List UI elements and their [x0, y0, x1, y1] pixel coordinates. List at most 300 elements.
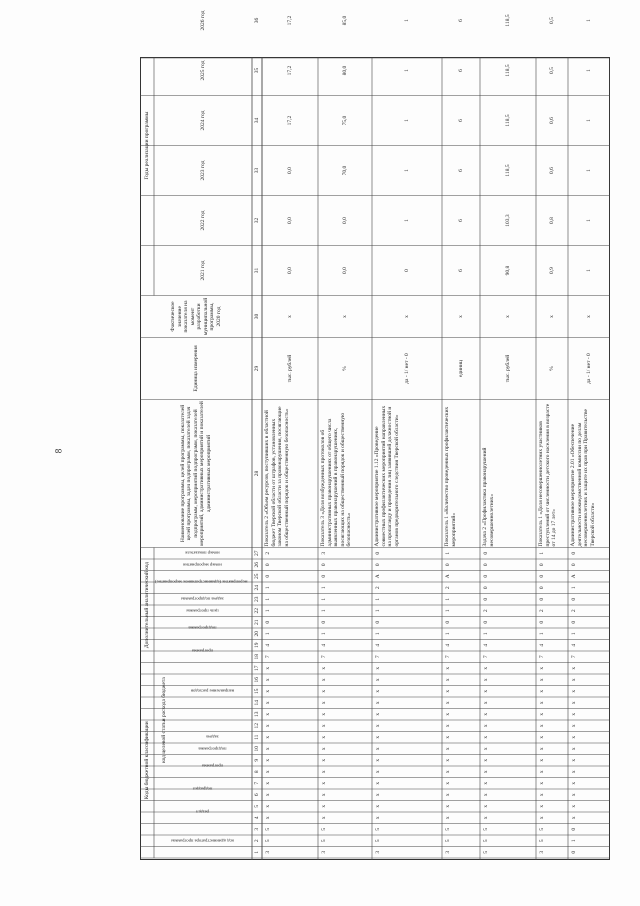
column-number: 33 — [253, 167, 260, 174]
code-cell: 5 — [538, 827, 545, 831]
code-cell: x — [538, 666, 545, 670]
header-event-no: номер мероприятия — [183, 562, 222, 568]
code-cell: x — [264, 735, 271, 739]
row-unit: % — [548, 366, 555, 371]
code-cell: 5 — [482, 839, 489, 843]
code-cell: x — [264, 747, 271, 751]
code-cell: x — [320, 816, 327, 820]
column-number: 26 — [253, 562, 260, 568]
header-year-2025: 2025 год — [199, 60, 206, 81]
code-cell: x — [264, 678, 271, 682]
code-cell: x — [570, 666, 577, 670]
column-number: 11 — [253, 734, 260, 740]
row-year-value: 0,0 — [286, 167, 293, 174]
code-cell: x — [444, 770, 451, 774]
code-cell: 1 — [264, 586, 271, 590]
code-cell: x — [320, 735, 327, 739]
row-name: Показатель 1 «Доля несовершеннолетних участников преступлений от численности детского населения в возрасте от 14 до 17 лет» — [538, 403, 557, 547]
code-cell: x — [570, 735, 577, 739]
row-year-value: 0,6 — [548, 167, 555, 174]
code-cell: x — [482, 816, 489, 820]
code-cell: x — [538, 712, 545, 716]
row-year-value: 0,8 — [548, 217, 555, 224]
code-cell: 3 — [320, 850, 327, 854]
code-cell: x — [444, 747, 451, 751]
row-fact-2020: x — [548, 315, 555, 318]
code-cell: 0 — [570, 551, 577, 555]
row-year-value: 1 — [403, 119, 410, 122]
code-cell: 4 — [538, 643, 545, 647]
code-cell: 1 — [570, 839, 577, 843]
code-cell: 5 — [374, 827, 381, 831]
header-task: задача — [206, 734, 219, 740]
row-year-value: 1 — [585, 19, 592, 22]
code-cell: x — [264, 724, 271, 728]
code-cell: 0 — [374, 620, 381, 624]
header-subprogram-task: задача подпрограммы — [181, 596, 224, 602]
row-name: Показатель 1 «Количество проведенных профилактических мероприятий» — [444, 406, 457, 547]
row-unit: да - 1/ нет - 0 — [403, 353, 410, 384]
code-cell: x — [482, 724, 489, 728]
code-cell: x — [538, 735, 545, 739]
row-year-value: 6 — [457, 269, 464, 272]
row-year-value: 118,5 — [504, 14, 511, 27]
header-direction: направление расходов — [190, 688, 235, 694]
column-number: 36 — [253, 17, 260, 24]
code-cell: 7 — [444, 655, 451, 659]
code-cell: 4 — [482, 643, 489, 647]
code-cell: x — [538, 758, 545, 762]
code-cell: 1 — [482, 632, 489, 636]
code-cell: 5 — [320, 839, 327, 843]
column-number: 23 — [253, 596, 260, 602]
code-cell: 0 — [374, 563, 381, 567]
code-cell: x — [264, 712, 271, 716]
code-cell: x — [444, 793, 451, 797]
code-cell: x — [444, 724, 451, 728]
code-cell: x — [374, 758, 381, 762]
code-cell: 7 — [482, 655, 489, 659]
code-cell: 0 — [570, 827, 577, 831]
code-cell: x — [570, 724, 577, 728]
code-cell: x — [264, 816, 271, 820]
column-number: 35 — [253, 67, 260, 74]
code-cell: 0 — [538, 586, 545, 590]
header-indicator-no: номер показателя — [185, 550, 220, 556]
code-cell: x — [482, 781, 489, 785]
code-cell: x — [374, 816, 381, 820]
code-cell: 7 — [320, 655, 327, 659]
code-cell: 7 — [374, 655, 381, 659]
column-number: 20 — [253, 631, 260, 637]
code-cell: 3 — [444, 850, 451, 854]
code-cell: 1 — [374, 632, 381, 636]
code-cell: x — [538, 689, 545, 693]
code-cell: x — [444, 678, 451, 682]
row-year-value: 90,8 — [504, 265, 511, 276]
row-year-value: 0 — [403, 269, 410, 272]
code-cell: x — [374, 712, 381, 716]
row-name: Административное мероприятие 2.01 «Обеспечение деятельности межведомственной комиссии по делам несовершеннолетних и защите их прав при Правительстве Тверской области» — [570, 409, 596, 547]
header-year-2023: 2023 год — [199, 160, 206, 181]
code-cell: 5 — [482, 827, 489, 831]
column-number: 15 — [253, 688, 260, 694]
code-cell: x — [444, 781, 451, 785]
code-cell: x — [264, 666, 271, 670]
code-cell: 1 — [320, 632, 327, 636]
header-year-2021: 2021 год — [199, 260, 206, 281]
code-cell: А — [374, 574, 381, 579]
code-cell: 0 — [264, 563, 271, 567]
code-cell: x — [570, 712, 577, 716]
row-year-value: 0,5 — [548, 67, 555, 74]
header-name-column: Наименование программы, целей программы, показателей целей программы, задач подпрограмм, показателей задач подпрограмм, мероприятий подпрограмм, показателей мероприятий, административных мероприятий и показателей административных мероприятий — [179, 401, 212, 546]
code-cell: 2 — [444, 586, 451, 590]
header-event-admin: мероприятие (административное мероприятие) — [154, 579, 248, 585]
code-cell: x — [374, 678, 381, 682]
header-fact-2020: Фактическое значение показателя на момент разработки муниципальной программы, 2020 год — [170, 297, 222, 336]
code-cell: 5 — [320, 827, 327, 831]
column-number: 24 — [253, 585, 260, 591]
code-cell: 1 — [570, 586, 577, 590]
column-number: 25 — [253, 573, 260, 579]
code-cell: x — [374, 781, 381, 785]
row-year-value: 0,5 — [548, 17, 555, 24]
code-cell: 7 — [570, 655, 577, 659]
row-name: Задача 2 «Профилактика правонарушений несовершеннолетних» — [482, 447, 495, 547]
code-cell: 0 — [374, 551, 381, 555]
code-cell: x — [374, 666, 381, 670]
column-number: 31 — [253, 267, 260, 274]
header-program-goal: цель программы — [186, 608, 219, 614]
row-year-value: 6 — [457, 169, 464, 172]
row-name: Административное мероприятие 1.12 «Проведение совместных профилактических мероприятий направленных на пропаганду и проведения лиц заявившей должностной и органов предварительного следствия Тверской области» — [374, 405, 400, 547]
code-cell: 0 — [482, 551, 489, 555]
code-cell: 0 — [482, 586, 489, 590]
header-program: программа — [201, 763, 224, 769]
code-cell: x — [264, 804, 271, 808]
column-number: 30 — [253, 313, 260, 320]
header-admin-code: код администратора программы — [171, 838, 234, 844]
column-number: 7 — [253, 781, 260, 785]
row-year-value: 1 — [585, 119, 592, 122]
row-year-value: 85,0 — [341, 15, 348, 26]
column-number: 27 — [253, 550, 260, 556]
code-cell: А — [570, 574, 577, 579]
code-cell: x — [570, 758, 577, 762]
row-year-value: 0,6 — [548, 117, 555, 124]
code-cell: x — [374, 804, 381, 808]
code-cell: 0 — [570, 850, 577, 854]
column-number: 16 — [253, 677, 260, 683]
code-cell: 3 — [538, 850, 545, 854]
code-cell: x — [374, 793, 381, 797]
code-cell: x — [482, 793, 489, 797]
row-year-value: 1 — [403, 19, 410, 22]
header-year-2026: 2026 год — [199, 10, 206, 31]
row-fact-2020: x — [341, 315, 348, 318]
row-year-value: 118,5 — [504, 114, 511, 127]
column-number: 17 — [253, 665, 260, 671]
column-number: 9 — [253, 758, 260, 762]
code-cell: x — [320, 724, 327, 728]
code-cell: 5 — [264, 839, 271, 843]
code-cell: x — [570, 747, 577, 751]
code-cell: 1 — [444, 551, 451, 555]
code-cell: x — [444, 712, 451, 716]
code-cell: 5 — [264, 827, 271, 831]
code-cell: 0 — [482, 597, 489, 601]
code-cell: 5 — [374, 839, 381, 843]
column-number: 10 — [253, 746, 260, 752]
code-cell: x — [320, 666, 327, 670]
code-cell: x — [570, 781, 577, 785]
code-cell: 1 — [444, 597, 451, 601]
column-number: 4 — [253, 816, 260, 820]
row-fact-2020: x — [286, 315, 293, 318]
header-years-group: Годы реализации программы — [143, 111, 150, 180]
column-number: 28 — [253, 470, 260, 477]
code-cell: x — [538, 804, 545, 808]
code-cell: x — [570, 770, 577, 774]
code-cell: x — [374, 735, 381, 739]
code-cell: 3 — [320, 551, 327, 555]
code-cell: 1 — [374, 609, 381, 613]
column-number: 18 — [253, 654, 260, 660]
row-year-value: 0,0 — [341, 267, 348, 274]
code-cell: x — [482, 747, 489, 751]
row-year-value: 1 — [585, 269, 592, 272]
row-year-value: 1 — [585, 169, 592, 172]
code-cell: x — [444, 816, 451, 820]
code-cell: x — [570, 701, 577, 705]
header-section: раздел — [196, 809, 209, 815]
code-cell: x — [374, 770, 381, 774]
code-cell: 0 — [320, 574, 327, 578]
code-cell: 7 — [538, 655, 545, 659]
code-cell: x — [444, 666, 451, 670]
row-year-value: 118,5 — [504, 164, 511, 177]
code-cell: x — [482, 804, 489, 808]
code-cell: x — [538, 678, 545, 682]
row-year-value: 6 — [457, 69, 464, 72]
code-cell: x — [320, 758, 327, 762]
code-cell: x — [538, 770, 545, 774]
row-year-value: 0,0 — [286, 267, 293, 274]
header-subprogram-code: подпрограмма — [188, 625, 217, 631]
code-cell: x — [264, 781, 271, 785]
code-cell: x — [444, 701, 451, 705]
code-cell: x — [482, 666, 489, 670]
row-year-value: 17,2 — [286, 65, 293, 76]
rotated-table — [140, 10, 610, 860]
code-cell: 5 — [482, 850, 489, 854]
code-cell: x — [538, 781, 545, 785]
column-number: 6 — [253, 793, 260, 797]
code-cell: x — [320, 678, 327, 682]
code-cell: x — [482, 735, 489, 739]
code-cell: x — [264, 701, 271, 705]
code-cell: 0 — [264, 620, 271, 624]
page-number: 8 — [53, 448, 64, 454]
code-cell: x — [538, 724, 545, 728]
code-cell: x — [444, 689, 451, 693]
code-cell: 2 — [482, 609, 489, 613]
code-cell: 5 — [538, 839, 545, 843]
code-cell: x — [264, 758, 271, 762]
code-cell: 0 — [570, 597, 577, 601]
code-cell: x — [444, 804, 451, 808]
row-year-value: 75,0 — [341, 115, 348, 126]
code-cell: x — [538, 747, 545, 751]
row-fact-2020: x — [403, 315, 410, 318]
code-cell: x — [482, 701, 489, 705]
code-cell: 2 — [374, 586, 381, 590]
code-cell: x — [264, 689, 271, 693]
code-cell: 0 — [444, 620, 451, 624]
header-unit-column: Единица измерения — [192, 345, 199, 392]
column-number: 12 — [253, 723, 260, 729]
code-cell: 0 — [538, 597, 545, 601]
code-cell: 0 — [538, 574, 545, 578]
code-cell: x — [444, 758, 451, 762]
column-number: 8 — [253, 770, 260, 774]
code-cell: x — [374, 747, 381, 751]
code-cell: x — [374, 724, 381, 728]
code-cell: 1 — [320, 597, 327, 601]
row-year-value: 0,0 — [286, 217, 293, 224]
column-number: 5 — [253, 804, 260, 808]
header-target-article: код целевой статьи расхода бюджета — [160, 677, 167, 763]
code-cell: x — [482, 678, 489, 682]
code-cell: 0 — [264, 574, 271, 578]
row-year-value: 1 — [585, 219, 592, 222]
code-cell: 1 — [264, 597, 271, 601]
row-year-value: 0,0 — [341, 217, 348, 224]
row-year-value: 70,0 — [341, 165, 348, 176]
code-cell: x — [320, 712, 327, 716]
code-cell: x — [538, 701, 545, 705]
code-cell: 0 — [482, 563, 489, 567]
column-number: 22 — [253, 608, 260, 614]
row-unit: единиц — [457, 360, 464, 377]
column-number: 14 — [253, 700, 260, 706]
row-year-value: 1 — [585, 69, 592, 72]
row-unit: тыс. рублей — [504, 354, 511, 383]
code-cell: x — [374, 701, 381, 705]
code-cell: 0 — [538, 620, 545, 624]
code-cell: 2 — [264, 551, 271, 555]
code-cell: 3 — [264, 850, 271, 854]
column-number: 19 — [253, 642, 260, 648]
row-year-value: 6 — [457, 119, 464, 122]
header-subprogram: подпрограмма — [198, 746, 227, 752]
code-cell: 1 — [570, 632, 577, 636]
header-year-2024: 2024 год — [199, 110, 206, 131]
column-number: 2 — [253, 839, 260, 843]
code-cell: 2 — [538, 609, 545, 613]
row-fact-2020: x — [504, 315, 511, 318]
code-cell: x — [538, 816, 545, 820]
code-cell: 1 — [538, 551, 545, 555]
column-number: 21 — [253, 619, 260, 625]
code-cell: x — [320, 689, 327, 693]
code-cell: x — [374, 689, 381, 693]
code-cell: 4 — [570, 643, 577, 647]
row-year-value: 1 — [403, 69, 410, 72]
code-cell: x — [482, 689, 489, 693]
row-year-value: 103,3 — [504, 214, 511, 227]
code-cell: 0 — [538, 563, 545, 567]
code-cell: А — [444, 574, 451, 579]
code-cell: 1 — [264, 609, 271, 613]
code-cell: x — [320, 781, 327, 785]
code-cell: x — [320, 747, 327, 751]
header-budget-codes: Коды бюджетной классификации — [143, 721, 150, 800]
row-year-value: 6 — [457, 219, 464, 222]
row-year-value: 80,0 — [341, 65, 348, 76]
code-cell: 2 — [570, 609, 577, 613]
code-cell: 3 — [374, 850, 381, 854]
code-cell: 0 — [482, 574, 489, 578]
code-cell: 1 — [374, 597, 381, 601]
row-unit: да - 1/ нет - 0 — [585, 353, 592, 384]
code-cell: x — [570, 793, 577, 797]
code-cell: x — [570, 816, 577, 820]
column-number: 13 — [253, 711, 260, 717]
code-cell: x — [482, 712, 489, 716]
code-cell: x — [570, 678, 577, 682]
row-name: Показатель 3 «Доля возбужденных протоколов об административных правонарушениях от общего числа выявленных правонарушений в правонарушениях, посягающих на общественный порядок и общественную безопасность» — [320, 412, 352, 547]
row-unit: % — [341, 366, 348, 371]
row-fact-2020: x — [585, 315, 592, 318]
code-cell: x — [444, 735, 451, 739]
code-cell: x — [320, 770, 327, 774]
code-cell: 1 — [320, 609, 327, 613]
code-cell: 1 — [264, 632, 271, 636]
code-cell: 0 — [570, 563, 577, 567]
column-number: 1 — [253, 850, 260, 854]
code-cell: x — [482, 758, 489, 762]
code-cell: x — [264, 770, 271, 774]
code-cell: x — [570, 804, 577, 808]
column-number: 32 — [253, 217, 260, 224]
code-cell: 4 — [374, 643, 381, 647]
row-unit: тыс. рублей — [286, 354, 293, 383]
code-cell: x — [320, 793, 327, 797]
code-cell: 0 — [570, 620, 577, 624]
code-cell: x — [320, 804, 327, 808]
row-year-value: 118,5 — [504, 64, 511, 77]
column-number: 3 — [253, 827, 260, 831]
code-cell: x — [320, 701, 327, 705]
code-cell: 1 — [444, 632, 451, 636]
column-number: 34 — [253, 117, 260, 124]
header-analytic-code: Дополнительный аналитический код — [143, 561, 150, 649]
code-cell: 0 — [320, 563, 327, 567]
code-cell: 5 — [444, 839, 451, 843]
code-cell: 4 — [320, 643, 327, 647]
code-cell: 1 — [444, 609, 451, 613]
row-year-value: 1 — [403, 219, 410, 222]
row-fact-2020: x — [457, 315, 464, 318]
code-cell: 0 — [444, 563, 451, 567]
row-year-value: 1 — [403, 169, 410, 172]
code-cell: x — [482, 770, 489, 774]
code-cell: 1 — [320, 586, 327, 590]
code-cell: 0 — [320, 620, 327, 624]
column-number: 29 — [253, 365, 260, 372]
